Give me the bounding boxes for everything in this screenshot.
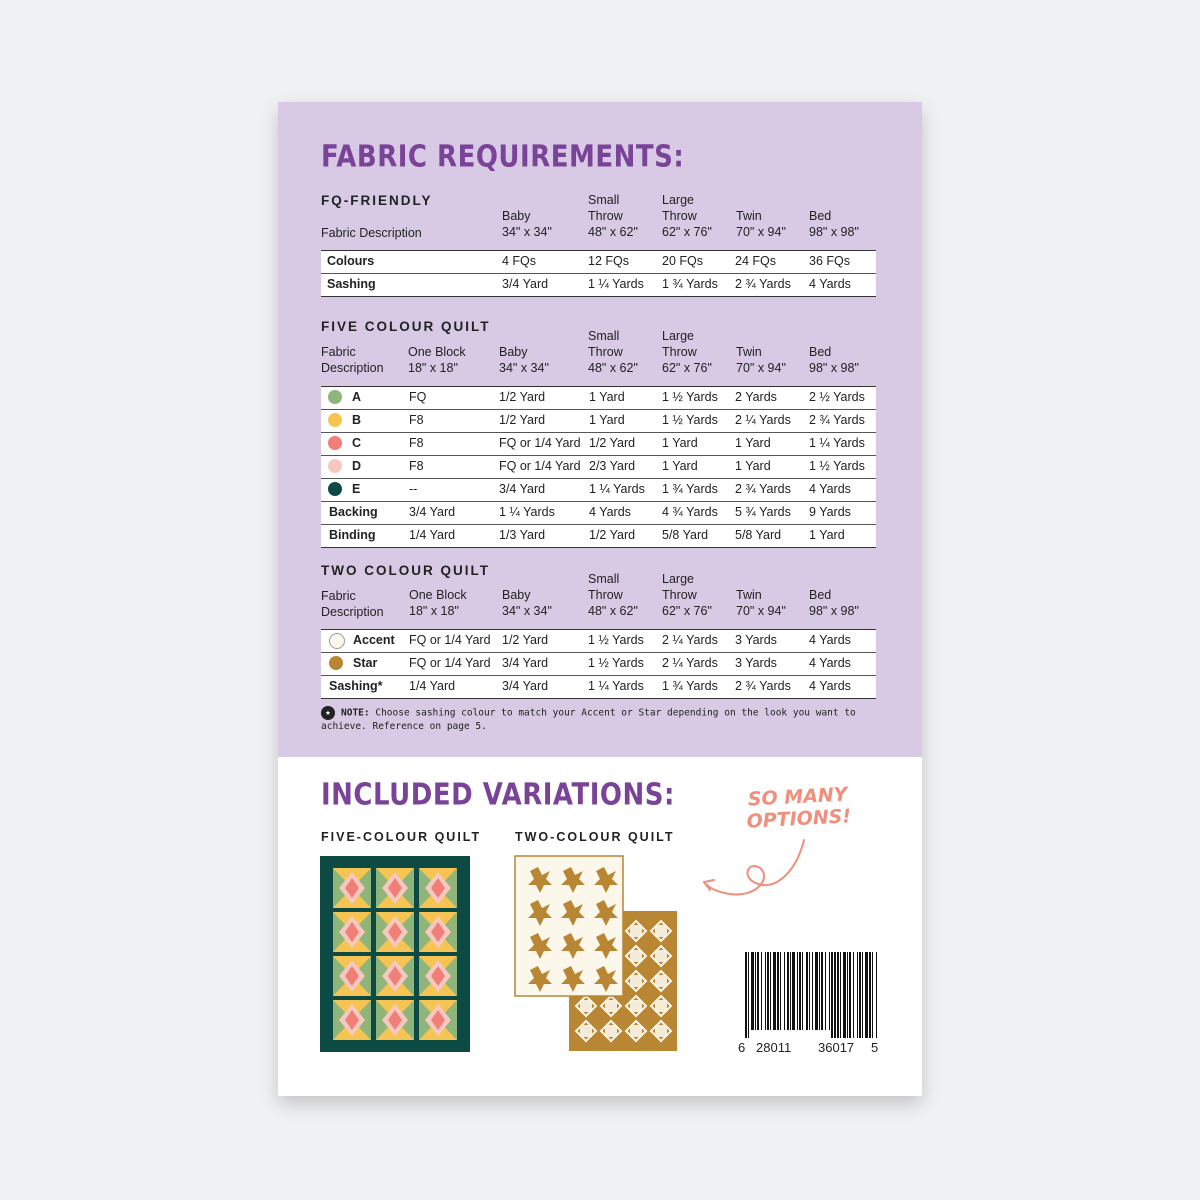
five-header-1: Baby 34" x 34" [499, 345, 549, 375]
row-value: 1 ¾ Yards [662, 277, 718, 291]
two-header-0: One Block 18" x 18" [409, 588, 467, 618]
row-value: 1 Yard [589, 390, 625, 404]
row-value: 36 FQs [809, 254, 850, 268]
row-value: 1/2 Yard [499, 390, 546, 404]
row-value: 1 ½ Yards [662, 413, 718, 427]
row-value: F8 [409, 459, 424, 473]
two-header-5: Bed 98" x 98" [809, 588, 859, 618]
fq-header-4: Bed 98" x 98" [809, 209, 859, 239]
two-colour-title: TWO COLOUR QUILT [321, 563, 490, 578]
row-label: Backing [329, 505, 378, 519]
row-value: 1 Yard [662, 436, 698, 450]
row-value: 3/4 Yard [502, 277, 549, 291]
five-colour-table [321, 386, 876, 548]
row-value: F8 [409, 436, 424, 450]
row-label: Colours [327, 254, 375, 268]
row-value: FQ or 1/4 Yard [409, 633, 491, 647]
row-value: 2 ¾ Yards [809, 413, 865, 427]
row-value: -- [409, 482, 418, 496]
two-header-3: Large Throw 62" x 76" [662, 572, 712, 618]
row-label: Binding [329, 528, 376, 542]
row-value: 5/8 Yard [662, 528, 709, 542]
five-row-6 [321, 524, 876, 547]
row-value: 24 FQs [735, 254, 776, 268]
fq-desc-label: Fabric Description [321, 226, 422, 240]
five-row-1 [321, 409, 876, 432]
row-value: 2/3 Yard [589, 459, 636, 473]
fq-header-2: Large Throw 62" x 76" [662, 193, 712, 239]
swatch-a-icon [328, 390, 342, 404]
row-value: 1/2 Yard [499, 413, 546, 427]
row-value: 12 FQs [588, 254, 629, 268]
row-value: 1 ¾ Yards [662, 482, 718, 496]
row-value: 1 Yard [589, 413, 625, 427]
two-row-2 [321, 675, 876, 698]
five-header-3: Large Throw 62" x 76" [662, 329, 712, 375]
row-value: 1 Yard [735, 436, 771, 450]
row-value: 5/8 Yard [735, 528, 782, 542]
five-header-0: One Block 18" x 18" [408, 345, 466, 375]
row-value: FQ or 1/4 Yard [499, 459, 581, 473]
row-value: 9 Yards [809, 505, 851, 519]
row-value: 1 ½ Yards [662, 390, 718, 404]
row-value: 2 ¼ Yards [662, 633, 718, 647]
row-label: Star [353, 656, 378, 670]
barcode [745, 952, 879, 1038]
row-label: A [352, 390, 362, 404]
row-value: 2 ½ Yards [809, 390, 865, 404]
five-row-4 [321, 478, 876, 501]
five-colour-quilt-illustration [320, 856, 470, 1052]
two-colour-table [321, 629, 876, 699]
row-value: 1 ¼ Yards [588, 679, 644, 693]
fq-header-0: Baby 34" x 34" [502, 209, 552, 239]
fq-header-3: Twin 70" x 94" [736, 209, 786, 239]
pattern-back-cover [278, 102, 922, 1096]
row-value: 1 ¼ Yards [588, 277, 644, 291]
sashing-note: ★ NOTE: Choose sashing colour to match your Accent or Star depending on the look you want to achieve. Reference on page 5. [321, 707, 856, 732]
row-value: 1 ¾ Yards [662, 679, 718, 693]
swatch-c-icon [328, 436, 342, 450]
row-value: 1/4 Yard [409, 528, 456, 542]
row-value: 4 Yards [809, 656, 851, 670]
row-value: 2 ¾ Yards [735, 679, 791, 693]
fq-friendly-table [321, 250, 876, 297]
fq-row-1 [321, 273, 876, 296]
five-header-5: Bed 98" x 98" [809, 345, 859, 375]
row-value: 4 Yards [589, 505, 631, 519]
row-value: 20 FQs [662, 254, 703, 268]
curly-arrow-icon [696, 832, 816, 912]
row-value: 2 Yards [735, 390, 777, 404]
row-value: 3/4 Yard [409, 505, 456, 519]
row-value: 4 Yards [809, 482, 851, 496]
barcode-digit-last: 5 [871, 1040, 879, 1055]
row-value: 1/3 Yard [499, 528, 546, 542]
fq-row-0 [321, 251, 876, 273]
two-desc-label: Fabric Description [321, 589, 384, 619]
two-colour-quilt-illustration [514, 855, 680, 1051]
row-value: 5 ¾ Yards [735, 505, 791, 519]
row-value: FQ or 1/4 Yard [409, 656, 491, 670]
fabric-requirements-title: FABRIC REQUIREMENTS: [321, 140, 685, 175]
row-value: 2 ¾ Yards [735, 482, 791, 496]
row-value: 4 Yards [809, 633, 851, 647]
row-value: 1 Yard [735, 459, 771, 473]
five-desc-label: Fabric Description [321, 345, 384, 375]
two-row-1 [321, 652, 876, 675]
two-header-2: Small Throw 48" x 62" [588, 572, 638, 618]
row-value: 1 ½ Yards [588, 656, 644, 670]
five-row-2 [321, 432, 876, 455]
row-value: 1 ¼ Yards [589, 482, 645, 496]
row-value: 1 Yard [662, 459, 698, 473]
row-value: FQ [409, 390, 427, 404]
swatch-e-icon [328, 482, 342, 496]
row-value: 2 ¾ Yards [735, 277, 791, 291]
row-label: Sashing [327, 277, 376, 291]
two-header-1: Baby 34" x 34" [502, 588, 552, 618]
five-row-5 [321, 501, 876, 524]
row-value: 1 Yard [809, 528, 845, 542]
row-value: 1/2 Yard [589, 436, 636, 450]
barcode-digits-right: 36017 [818, 1040, 855, 1055]
row-value: 3/4 Yard [499, 482, 546, 496]
row-value: 1/2 Yard [502, 633, 549, 647]
row-value: 1 ¼ Yards [499, 505, 555, 519]
row-value: F8 [409, 413, 424, 427]
five-header-4: Twin 70" x 94" [736, 345, 786, 375]
swatch-star-icon [329, 656, 343, 670]
five-colour-quilt-label: FIVE-COLOUR QUILT [321, 830, 482, 844]
row-value: FQ or 1/4 Yard [499, 436, 581, 450]
row-value: 3 Yards [735, 656, 777, 670]
row-label: B [352, 413, 362, 427]
row-value: 2 ¼ Yards [735, 413, 791, 427]
five-row-0 [321, 387, 876, 409]
row-label: E [352, 482, 361, 496]
swatch-d-icon [328, 459, 342, 473]
fq-friendly-title: FQ-FRIENDLY [321, 193, 433, 208]
row-value: 3/4 Yard [502, 656, 549, 670]
row-value: 1 ½ Yards [588, 633, 644, 647]
fq-header-1: Small Throw 48" x 62" [588, 193, 638, 239]
included-variations-title: INCLUDED VARIATIONS: [321, 778, 675, 813]
barcode-digit-first: 6 [738, 1040, 746, 1055]
row-value: 3 Yards [735, 633, 777, 647]
swatch-accent-icon [329, 633, 345, 649]
row-value: 3/4 Yard [502, 679, 549, 693]
row-value: 4 FQs [502, 254, 537, 268]
swatch-b-icon [328, 413, 342, 427]
row-label: C [352, 436, 362, 450]
row-label: Sashing* [329, 679, 383, 693]
row-value: 1 ½ Yards [809, 459, 865, 473]
row-value: 4 Yards [809, 679, 851, 693]
two-header-4: Twin 70" x 94" [736, 588, 786, 618]
row-label: D [352, 459, 362, 473]
five-colour-title: FIVE COLOUR QUILT [321, 319, 491, 334]
five-header-2: Small Throw 48" x 62" [588, 329, 638, 375]
two-row-0 [321, 630, 876, 652]
row-value: 1 ¼ Yards [809, 436, 865, 450]
star-icon: ★ [321, 706, 335, 720]
barcode-digits-left: 28011 [756, 1040, 792, 1055]
row-value: 4 Yards [809, 277, 851, 291]
row-value: 4 ¾ Yards [662, 505, 718, 519]
row-value: 2 ¼ Yards [662, 656, 718, 670]
row-label: Accent [353, 633, 395, 647]
row-value: 1/2 Yard [589, 528, 636, 542]
row-value: 1/4 Yard [409, 679, 456, 693]
two-colour-quilt-label: TWO-COLOUR QUILT [515, 830, 675, 844]
so-many-options-callout: SO MANY OPTIONS! [746, 783, 852, 833]
five-row-3 [321, 455, 876, 478]
